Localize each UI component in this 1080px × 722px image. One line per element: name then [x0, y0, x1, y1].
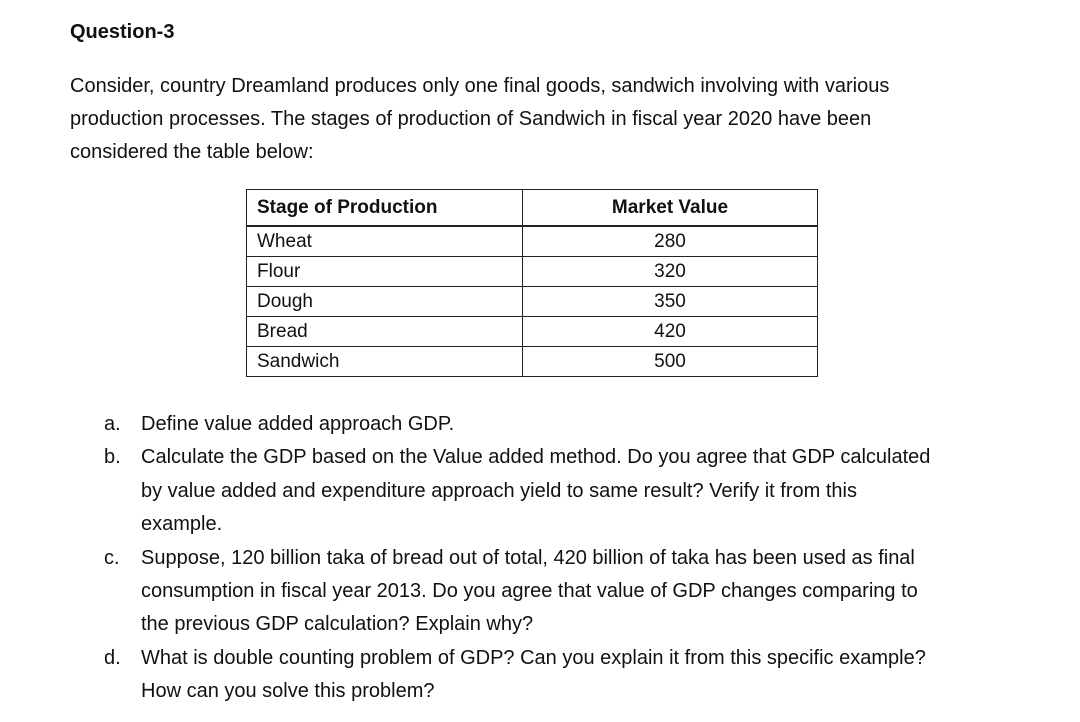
- question-list: [104, 408, 1044, 709]
- stage-cell: Flour: [247, 257, 523, 287]
- table-row: [247, 287, 818, 317]
- production-stages-table: [246, 189, 818, 377]
- question-line: Suppose, 120 billion taka of bread out of total, 420 billion of taka has been used as final: [141, 546, 915, 569]
- question-item-d: [104, 642, 1044, 709]
- table-row: [247, 317, 818, 347]
- value-cell: 420: [523, 317, 818, 347]
- table-row: [247, 257, 818, 287]
- question-line: example.: [141, 513, 223, 536]
- question-line: by value added and expenditure approach yield to same result? Verify it from this: [141, 479, 857, 502]
- question-line: What is double counting problem of GDP? Can you explain it from this specific example?: [141, 646, 926, 669]
- header-market-value: Market Value: [523, 190, 818, 227]
- question-line: consumption in fiscal year 2013. Do you agree that value of GDP changes comparing to: [141, 580, 918, 603]
- stage-cell: Bread: [247, 317, 523, 347]
- value-cell: 350: [523, 287, 818, 317]
- question-line: Define value added approach GDP.: [141, 413, 455, 435]
- table-row: [247, 226, 818, 257]
- intro-line: production processes. The stages of production of Sandwich in fiscal year 2020 have been: [70, 108, 872, 130]
- question-line: Calculate the GDP based on the Value added method. Do you agree that GDP calculated: [141, 446, 931, 469]
- question-item-a: [104, 408, 1044, 441]
- question-item-c: [104, 542, 1044, 642]
- question-item-b: [104, 441, 1044, 541]
- stage-cell: Sandwich: [247, 347, 523, 377]
- intro-paragraph: [70, 70, 1030, 169]
- stage-cell: Wheat: [247, 226, 523, 257]
- question-marker: b.: [104, 446, 121, 469]
- table-header-row: [247, 190, 818, 227]
- question-heading: Question-3: [70, 21, 175, 43]
- question-marker: a.: [104, 413, 121, 435]
- question-line: the previous GDP calculation? Explain why?: [141, 613, 534, 636]
- intro-line: considered the table below:: [70, 141, 314, 163]
- stage-cell: Dough: [247, 287, 523, 317]
- question-line: How can you solve this problem?: [141, 680, 435, 703]
- value-cell: 320: [523, 257, 818, 287]
- intro-line: Consider, country Dreamland produces only one final goods, sandwich involving with various: [70, 75, 890, 97]
- question-marker: c.: [104, 546, 120, 569]
- question-marker: d.: [104, 646, 121, 669]
- value-cell: 500: [523, 347, 818, 377]
- value-cell: 280: [523, 226, 818, 257]
- table-row: [247, 347, 818, 377]
- header-stage-of-production: Stage of Production: [247, 190, 523, 227]
